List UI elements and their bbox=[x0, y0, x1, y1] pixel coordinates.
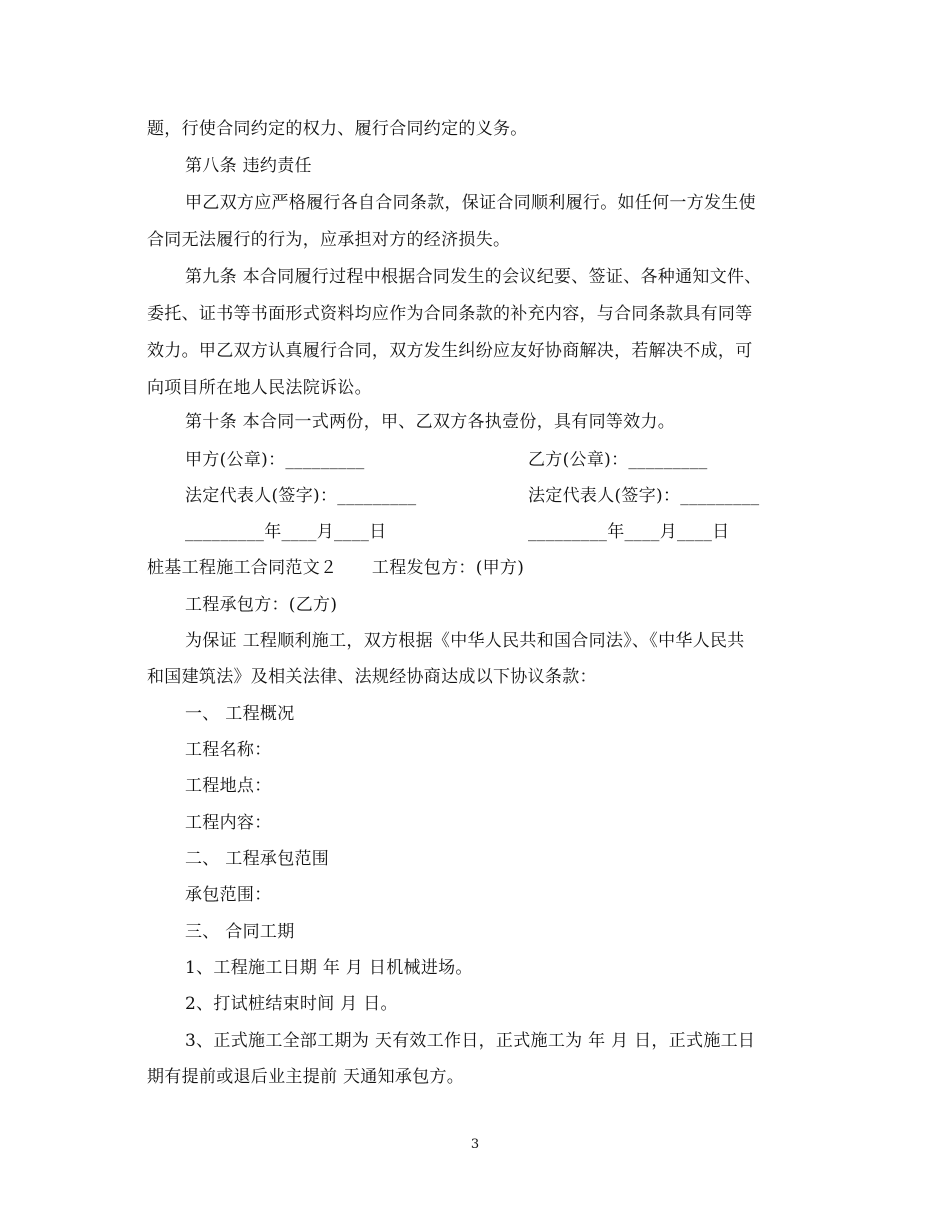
paragraph-line: 题，行使合同约定的权力、履行合同约定的义务。 bbox=[147, 119, 528, 139]
party-b-representative-field: 法定代表人(签字)：_________ bbox=[528, 486, 760, 506]
paragraph-line: 委托、证书等书面形式资料均应作为合同条款的补充内容，与合同条款具有同等 bbox=[147, 304, 753, 324]
paragraph-line: 第十条 本合同一式两份，甲、乙双方各执壹份，具有同等效力。 bbox=[185, 412, 676, 432]
paragraph-line: 工程名称： bbox=[185, 740, 272, 760]
page-number: 3 bbox=[470, 1137, 480, 1152]
party-a-seal-field: 甲方(公章)：_________ bbox=[185, 450, 365, 470]
party-a-date-field: _________年____月____日 bbox=[185, 522, 387, 542]
paragraph-line: 期有提前或退后业主提前 天通知承包方。 bbox=[147, 1067, 465, 1087]
section-heading: 一、 工程概况 bbox=[185, 704, 295, 724]
paragraph-line: 向项目所在地人民法院诉讼。 bbox=[147, 378, 372, 398]
paragraph-line: 2、打试桩结束时间 月 日。 bbox=[185, 994, 398, 1014]
section-heading: 二、 工程承包范围 bbox=[185, 849, 330, 869]
paragraph-line: 工程地点： bbox=[185, 776, 272, 796]
paragraph-line: 甲乙双方应严格履行各自合同条款，保证合同顺利履行。如任何一方发生使 bbox=[185, 193, 756, 213]
paragraph-line: 效力。甲乙双方认真履行合同，双方发生纠纷应友好协商解决，若解决不成，可 bbox=[147, 341, 753, 361]
section-title: 桩基工程施工合同范文２ 工程发包方：(甲方) bbox=[147, 558, 525, 578]
party-a-representative-field: 法定代表人(签字)：_________ bbox=[185, 486, 417, 506]
paragraph-line: 3、正式施工全部工期为 天有效工作日，正式施工为 年 月 日，正式施工日 bbox=[185, 1031, 756, 1051]
paragraph-line: 工程内容： bbox=[185, 813, 272, 833]
party-b-seal-field: 乙方(公章)：_________ bbox=[528, 450, 708, 470]
paragraph-line: 承包范围： bbox=[185, 885, 272, 905]
paragraph-line: 1、工程施工日期 年 月 日机械进场。 bbox=[185, 958, 473, 978]
paragraph-line: 工程承包方：(乙方) bbox=[185, 595, 338, 615]
paragraph-line: 为保证 工程顺利施工，双方根据《中华人民共和国合同法》、《中华人民共 bbox=[185, 631, 745, 651]
article-heading: 第八条 违约责任 bbox=[185, 156, 312, 176]
paragraph-line: 和国建筑法》及相关法律、法规经协商达成以下协议条款： bbox=[147, 667, 597, 687]
section-heading: 三、 合同工期 bbox=[185, 922, 295, 942]
paragraph-line: 合同无法履行的行为，应承担对方的经济损失。 bbox=[147, 230, 511, 250]
party-b-date-field: _________年____月____日 bbox=[528, 522, 730, 542]
paragraph-line: 第九条 本合同履行过程中根据合同发生的会议纪要、签证、各种通知文件、 bbox=[185, 267, 762, 287]
